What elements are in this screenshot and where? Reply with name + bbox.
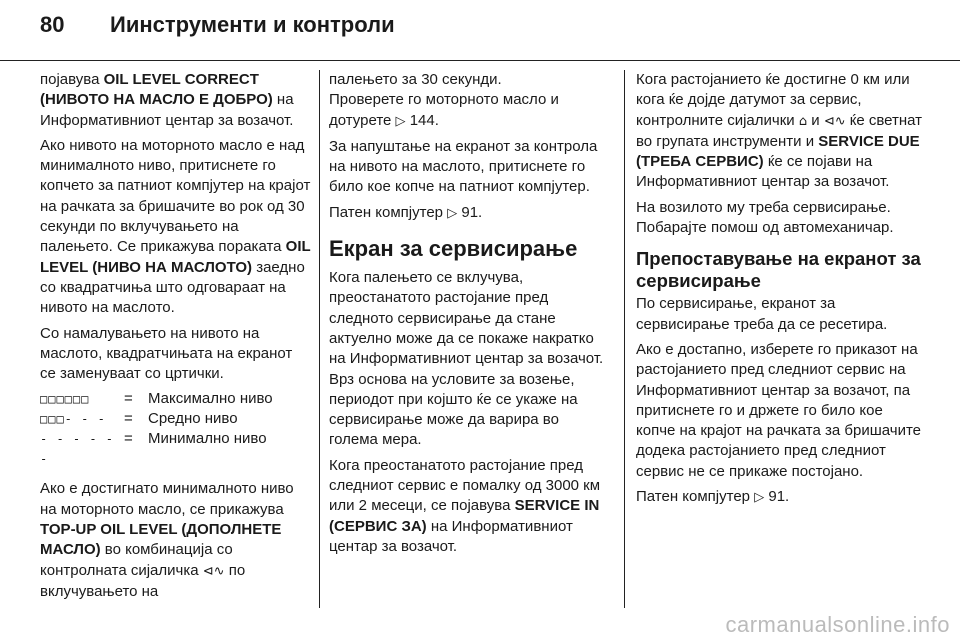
level-symbol: □□□- - - — [40, 412, 106, 427]
page-ref-144[interactable]: 144. — [409, 111, 439, 129]
arrow-icon: ▷ — [447, 205, 458, 221]
service-lamp-icon: ⌂ — [798, 113, 808, 129]
oil-level-message: OIL LEVEL (НИВО НА МАСЛОТО) — [40, 238, 311, 276]
page-header — [40, 12, 395, 38]
level-row-min: - - - - - - = Минимално ниво — [40, 429, 312, 469]
section-heading-reset-service: Препоставување на екранот за сервисирање — [636, 248, 921, 292]
paragraph-oil-correct: појавува OIL LEVEL CORRECT (НИВОТО НА МАСЛО Е ДОБРО) на Информативниот центар за возачот. — [40, 71, 294, 129]
column-divider-1 — [319, 70, 320, 608]
level-label: Минимално ниво — [148, 430, 267, 448]
paragraph-check-oil: Проверете го моторното масло и дотурете ▷ 144. — [329, 91, 559, 129]
oil-can-icon: ⊲∿ — [202, 563, 225, 579]
arrow-icon: ▷ — [395, 113, 406, 129]
oil-can-icon: ⊲∿ — [823, 113, 846, 129]
paragraph-ignition-30s: палењето за 30 секунди. — [329, 71, 502, 88]
page-number: 80 — [40, 12, 65, 37]
service-in-message: SERVICE IN (СЕРВИС ЗА) — [329, 497, 600, 535]
level-label: Средно ниво — [148, 410, 238, 428]
paragraph-oil-topup: Ако е достигнато минималното ниво на моторното масло, се прикажува TOP-UP OIL LEVEL (ДОПОЛНЕТЕ МАСЛО) во комбинација со контролната сијаличка ⊲∿ по вклучувањето на — [40, 480, 294, 600]
service-due-message: SERVICE DUE (ТРЕБА СЕРВИС) — [636, 132, 920, 171]
topup-oil-message: TOP-UP OIL LEVEL (ДОПОЛНЕТЕ МАСЛО) — [40, 521, 282, 559]
paragraph-service-in: Кога преостанатото растојание пред следниот сервис е помалку од 3000 км или 2 месеци, се појавува SERVICE IN (СЕРВИС ЗА) на Информативниот центар за возачот. — [329, 456, 601, 555]
level-label: Максимално ниво — [148, 390, 273, 408]
page-ref-91[interactable]: 91. — [768, 488, 790, 506]
page-ref-91[interactable]: 91. — [461, 203, 483, 221]
column-divider-2 — [624, 70, 625, 608]
column-2 — [329, 70, 611, 562]
level-symbol: □□□□□□ — [40, 392, 90, 407]
oil-level-correct-message: OIL LEVEL CORRECT (НИВОТО НА МАСЛО Е ДОБРО) — [40, 71, 273, 109]
section-heading-service-display: Екран за сервисирање — [329, 236, 578, 262]
page-title: Иинструменти и контроли — [110, 12, 395, 37]
paragraph-reset-needed: По сервисирање, екранот за сервисирање треба да се ресетира. — [636, 295, 888, 333]
paragraph-trip-ref: Патен компјутер ▷ 91. — [329, 203, 483, 221]
paragraph-service-due: Кога растојанието ќе достигне 0 км или кога ќе дојде датумот за сервис, контролните сијалички ⌂ и ⊲∿ ќе светнат во групата инструменти и SERVICE DUE (ТРЕБА СЕРВИС) ќе се појави на Информативниот центар за возачот. — [636, 71, 923, 191]
level-row-max: □□□□□□ = Максимално ниво — [40, 390, 273, 408]
paragraph-service-distance: Кога палењето се вклучува, преостанатото растојание пред следното сервисирање да стане актуелно може да се покаже накратко на Информативниот центар за возачот. Врз основа на условите за возење, периодот при којшто ќе се укаже на сервисирање може да варира во голема мера. — [329, 269, 604, 449]
header-rule — [0, 60, 960, 61]
watermark: carmanualsonline.info — [725, 612, 950, 637]
column-1 — [40, 70, 312, 607]
paragraph-reset-steps: Ако е достапно, изберете го приказот на растојанието пред следниот сервис на Информативниот центар за возачот, па притиснете го и држете го било кое копче на крајот на рачката за бришачите додека растојанието пред следниот сервис не се прикаже постојано. — [636, 340, 922, 480]
paragraph-oil-dashes: Со намалувањето на нивото на маслото, квадратчињата на екранот се заменуваат со цртички. — [40, 324, 293, 383]
paragraph-needs-service: На возилото му треба сервисирање. Побарајте помош од автомеханичар. — [636, 198, 894, 237]
level-row-mid: □□□- - - = Средно ниво — [40, 410, 238, 428]
arrow-icon: ▷ — [754, 490, 765, 506]
paragraph-exit-oil-screen: За напуштање на екранот за контрола на нивото на маслото, притиснете го било кое копче на патниот компјутер. — [329, 137, 598, 196]
column-3 — [636, 70, 926, 513]
paragraph-oil-check: Ако нивото на моторното масло е над минималното ниво, притиснете го копчето за патниот компјутер на крајот на рачката за бришачите во рок од 30 секунди по вклучувањето на палењето. Се прикажува пораката OIL LEVEL (НИВО НА МАСЛОТО) заедно со квадратчиња што одговараат на нивото на маслото. — [40, 136, 311, 317]
paragraph-trip-ref-2: Патен компјутер ▷ 91. — [636, 488, 790, 506]
level-symbol: - - - - - - — [40, 432, 115, 467]
